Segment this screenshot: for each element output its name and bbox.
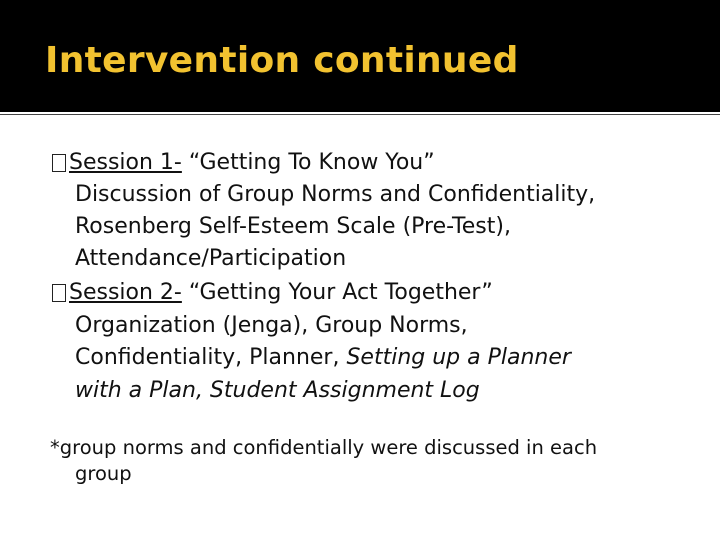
- session-2-line: Organization (Jenga), Group Norms,: [75, 313, 468, 338]
- session-1-line: Rosenberg Self-Esteem Scale (Pre-Test),: [75, 214, 511, 239]
- session-1-heading: [52, 150, 435, 176]
- slide-title: Intervention continued: [45, 40, 519, 81]
- session-2-label: Session 2-: [69, 280, 182, 305]
- session-2-title: “Getting Your Act Together”: [181, 280, 493, 305]
- footnote-line: *group norms and confidentially were discussed in each: [50, 436, 598, 459]
- session-2-line-italic: with a Plan, Student Assignment Log: [75, 378, 480, 403]
- footnote-line: group: [75, 462, 132, 485]
- box-bullet-icon: [52, 154, 66, 172]
- session-2-line-italic: Setting up a Planner: [346, 345, 571, 370]
- session-1-line: Attendance/Participation: [75, 246, 347, 271]
- session-2-line-text: Confidentiality, Planner,: [75, 345, 347, 370]
- session-1-label: Session 1-: [69, 150, 182, 175]
- box-bullet-icon: [52, 284, 66, 302]
- session-2-line: [75, 345, 571, 371]
- session-1-line: Discussion of Group Norms and Confidentiality,: [75, 182, 596, 207]
- session-1-title: “Getting To Know You”: [181, 150, 435, 175]
- session-2-heading: [52, 280, 493, 306]
